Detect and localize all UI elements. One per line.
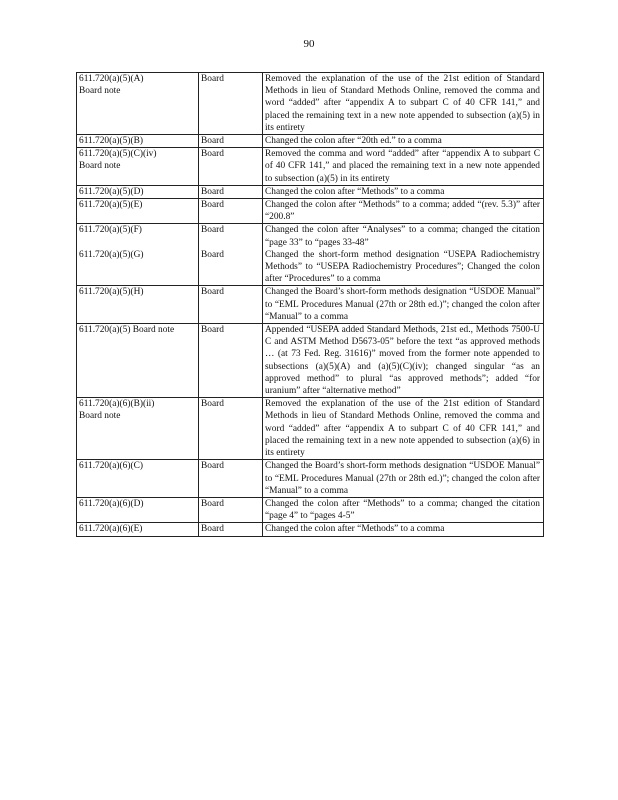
page-number: 90 xyxy=(303,38,315,50)
source-label: Board xyxy=(201,249,224,260)
table-row xyxy=(77,523,544,536)
description-text: Changed the colon after “Analyses” to a comma; changed the citation “page 33” to “pages 33-48” xyxy=(265,225,540,248)
section-label: 611.720(a)(5)(G) xyxy=(79,249,144,260)
source-label: Board xyxy=(201,498,224,509)
table-row xyxy=(77,185,544,198)
description-cell: Removed the comma and word “added” after “appendix A to subpart C of 40 CFR 141,” and placed the remaining text in a new note appended to subsection (a)(5) in its entirety xyxy=(263,148,544,186)
section-label: Board note xyxy=(79,86,121,97)
section-label: 611.720(a)(6)(B)(ii) xyxy=(79,399,155,410)
source-label: Board xyxy=(201,74,224,84)
source-label: Board xyxy=(201,186,224,197)
section-cell xyxy=(77,523,199,536)
source-cell xyxy=(199,73,263,135)
table-row xyxy=(77,398,544,460)
description-cell: Changed the Board’s short-form methods designation “USDOE Manual” to “EML Procedures Manual (27th or 28th ed.)”; changed the colon after “Manual” to a comma xyxy=(263,286,544,324)
section-label: 611.720(a)(5)(F) xyxy=(79,225,142,236)
description-text: Changed the short-form method designation “USEPA Radiochemistry Methods” to “USEPA Radiochemistry Procedures”; Changed the colon after “Procedures” to a comma xyxy=(265,249,540,285)
description-cell: Changed the Board’s short-form methods designation “USDOE Manual” to “EML Procedures Manual (27th or 28th ed.)”; changed the colon after “Manual” to a comma xyxy=(263,460,544,498)
source-cell xyxy=(199,185,263,198)
table-row xyxy=(77,286,544,324)
description-cell xyxy=(263,224,544,286)
description-cell: Changed the colon after “Methods” to a comma; added “(rev. 5.3)” after “200.8” xyxy=(263,199,544,224)
source-cell xyxy=(199,135,263,148)
section-cell xyxy=(77,185,199,198)
section-label: 611.720(a)(6)(E) xyxy=(79,524,143,535)
source-cell xyxy=(199,148,263,186)
section-label: Board note xyxy=(79,411,121,422)
section-cell xyxy=(77,460,199,498)
section-label: 611.720(a)(5)(C)(iv) xyxy=(79,149,157,160)
source-label: Board xyxy=(201,524,224,535)
section-label: Board note xyxy=(79,161,121,172)
source-label: Board xyxy=(201,325,224,336)
table-row xyxy=(77,460,544,498)
section-cell xyxy=(77,324,199,398)
source-cell xyxy=(199,286,263,324)
table-row xyxy=(77,497,544,522)
section-cell xyxy=(77,497,199,522)
description-cell: Removed the explanation of the use of the 21st edition of Standard Methods in lieu of Standard Methods Online, removed the comma and word “added” after “appendix A to subpart C of 40 CFR 141,” and placed the remaining text in a new note appended to subsection (a)(6) in its entirety xyxy=(263,398,544,460)
section-cell xyxy=(77,398,199,460)
source-cell xyxy=(199,523,263,536)
table-row xyxy=(77,224,544,286)
source-label: Board xyxy=(201,461,224,472)
changes-table xyxy=(76,72,544,537)
source-cell xyxy=(199,324,263,398)
source-label: Board xyxy=(201,136,224,147)
section-cell xyxy=(77,199,199,224)
source-label: Board xyxy=(201,200,224,211)
section-label: 611.720(a)(5)(B) xyxy=(79,136,143,147)
section-cell xyxy=(77,224,199,286)
description-cell: Changed the colon after “Methods” to a comma xyxy=(263,523,544,536)
section-label: 611.720(a)(5)(D) xyxy=(79,186,144,197)
table-row xyxy=(77,324,544,398)
source-cell xyxy=(199,398,263,460)
source-cell xyxy=(199,460,263,498)
source-label: Board xyxy=(201,149,224,160)
section-cell xyxy=(77,286,199,324)
description-cell: Changed the colon after “20th ed.” to a comma xyxy=(263,135,544,148)
description-cell: Appended “USEPA added Standard Methods, 21st ed., Methods 7500-U C and ASTM Method D5673-05” before the text “as approved methods … (at 73 Fed. Reg. 31616)” moved from the former note appended to subsections (a)(5)(A) and (a)(5)(C)(iv); changed singular “as an approved method” to plural “as approved methods”; added “for uranium” after “alternative method” xyxy=(263,324,544,398)
description-cell: Changed the colon after “Methods” to a comma; changed the citation “page 4” to “pages 4-5” xyxy=(263,497,544,522)
source-label: Board xyxy=(201,225,224,236)
section-label: 611.720(a)(6)(D) xyxy=(79,498,144,509)
source-label: Board xyxy=(201,287,224,298)
section-label: 611.720(a)(5)(E) xyxy=(79,200,143,211)
description-cell: Removed the explanation of the use of the 21st edition of Standard Methods in lieu of Standard Methods Online, removed the comma and word “added” after “appendix A to subpart C of 40 CFR 141,” and placed the remaining text in a new note appended to subsection (a)(5) in its entirety xyxy=(263,73,544,135)
section-label: 611.720(a)(5) Board note xyxy=(79,325,175,336)
spacer xyxy=(201,237,259,249)
section-label: 611.720(a)(6)(C) xyxy=(79,461,143,472)
source-cell xyxy=(199,497,263,522)
section-cell xyxy=(77,135,199,148)
table-row xyxy=(77,199,544,224)
source-label: Board xyxy=(201,399,224,410)
spacer xyxy=(79,237,195,249)
source-cell xyxy=(199,199,263,224)
source-cell xyxy=(199,224,263,286)
table-row xyxy=(77,73,544,135)
section-label: 611.720(a)(5)(H) xyxy=(79,287,144,298)
table-row xyxy=(77,135,544,148)
section-cell xyxy=(77,148,199,186)
section-cell xyxy=(77,73,199,135)
description-cell: Changed the colon after “Methods” to a comma xyxy=(263,185,544,198)
table-row xyxy=(77,148,544,186)
section-label: 611.720(a)(5)(A) xyxy=(79,74,144,84)
